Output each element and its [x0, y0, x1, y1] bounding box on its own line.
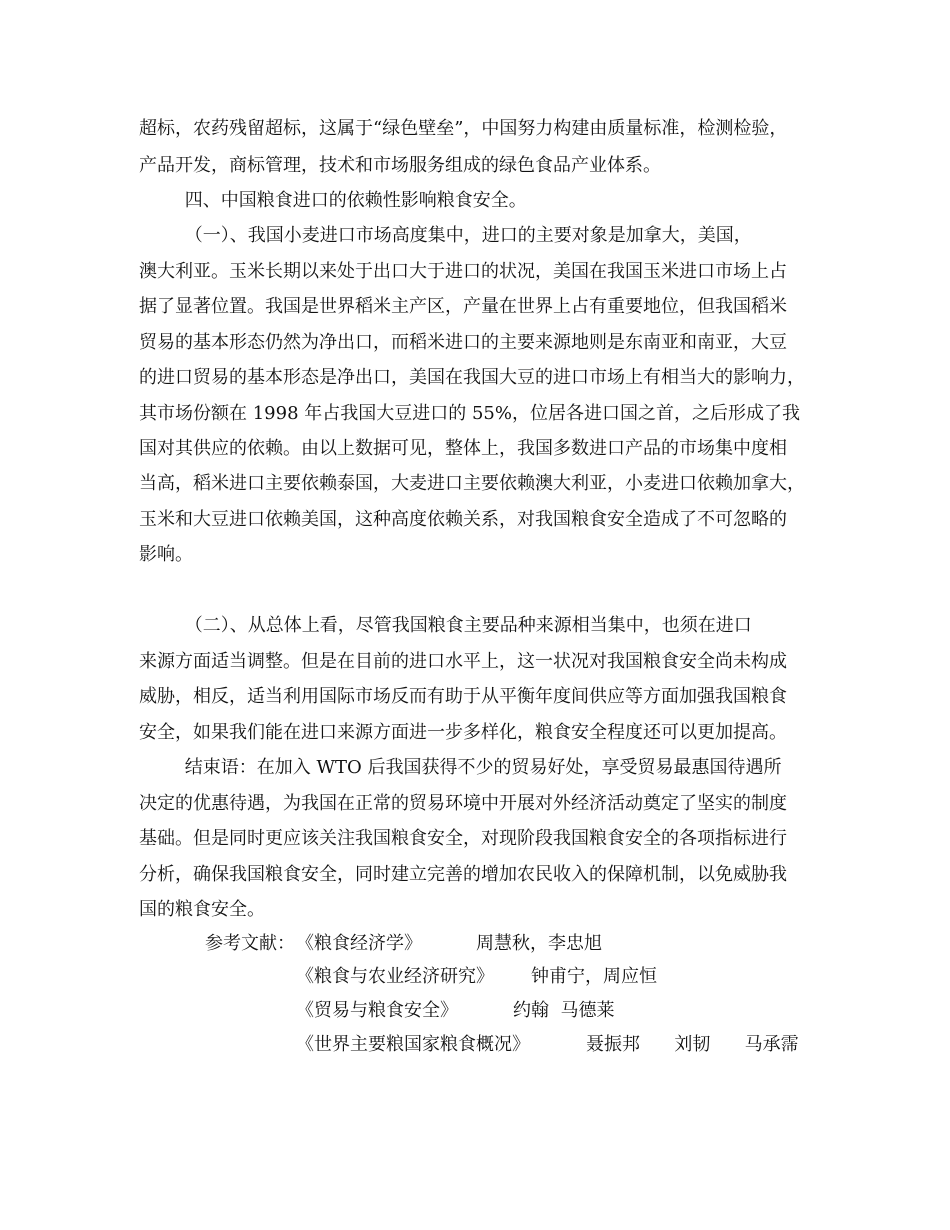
paragraph-line: 澳大利亚。玉米长期以来处于出口大于进口的状况，美国在我国玉米进口市场上占 — [139, 261, 787, 282]
paragraph-line: 国的粮食安全。 — [139, 899, 265, 920]
paragraph-line: 国对其供应的依赖。由以上数据可见，整体上，我国多数进口产品的市场集中度相 — [139, 438, 787, 459]
paragraph-line: 其市场份额在 1998 年占我国大豆进口的 55%，位居各进口国之首，之后形成了我 — [139, 403, 800, 424]
references-label: 参考文献： — [205, 933, 295, 954]
paragraph-line: 基础。但是同时更应该关注我国粮食安全，对现阶段我国粮食安全的各项指标进行 — [139, 828, 787, 849]
paragraph-line: 玉米和大豆进口依赖美国，这种高度依赖关系，对我国粮食安全造成了不可忽略的 — [139, 509, 787, 530]
reference-title: 《粮食与农业经济研究》 — [296, 966, 494, 987]
reference-authors: 约翰 马德莱 — [513, 1000, 615, 1021]
paragraph-line: 贸易的基本形态仍然为净出口，而稻米进口的主要来源地则是东南亚和南亚，大豆 — [139, 332, 787, 353]
paragraph-line: 决定的优惠待遇，为我国在正常的贸易环境中开展对外经济活动奠定了坚实的制度 — [139, 793, 787, 814]
paragraph-line: （一）、我国小麦进口市场高度集中，进口的主要对象是加拿大，美国， — [139, 225, 752, 246]
paragraph-line: 当高，稻米进口主要依赖泰国，大麦进口主要依赖澳大利亚，小麦进口依赖加拿大， — [139, 473, 805, 494]
paragraph-line: 超标，农药残留超标，这属于“绿色壁垒”，中国努力构建由质量标准，检测检验， — [139, 118, 788, 139]
reference-authors: 聂振邦 刘韧 马承霈 — [586, 1034, 799, 1055]
reference-title: 《世界主要粮国家粮食概况》 — [296, 1034, 530, 1055]
reference-authors: 钟甫宁，周应恒 — [531, 966, 657, 987]
reference-authors: 周慧秋，李忠旭 — [476, 933, 602, 954]
reference-title: 《贸易与粮食安全》 — [296, 1000, 458, 1021]
paragraph-line: 产品开发，商标管理，技术和市场服务组成的绿色食品产业体系。 — [139, 155, 661, 176]
paragraph-line: 来源方面适当调整。但是在目前的进口水平上，这一状况对我国粮食安全尚未构成 — [139, 651, 787, 672]
paragraph-line: 影响。 — [139, 544, 193, 565]
paragraph-line: 结束语：在加入 WTO 后我国获得不少的贸易好处，享受贸易最惠国待遇所 — [139, 757, 782, 778]
section-heading: 四、中国粮食进口的依赖性影响粮食安全。 — [139, 190, 527, 211]
paragraph-line: 的进口贸易的基本形态是净出口，美国在我国大豆的进口市场上有相当大的影响力， — [139, 367, 805, 388]
paragraph-line: 安全，如果我们能在进口来源方面进一步多样化，粮食安全程度还可以更加提高。 — [139, 722, 787, 743]
paragraph-line: 威胁，相反，适当利用国际市场反而有助于从平衡年度间供应等方面加强我国粮食 — [139, 686, 787, 707]
reference-title: 《粮食经济学》 — [296, 933, 422, 954]
paragraph-line: （二）、从总体上看，尽管我国粮食主要品种来源相当集中，也须在进口 — [139, 615, 752, 636]
paragraph-line: 分析，确保我国粮食安全，同时建立完善的增加农民收入的保障机制，以免威胁我 — [139, 864, 787, 885]
paragraph-line: 据了显著位置。我国是世界稻米主产区，产量在世界上占有重要地位，但我国稻米 — [139, 296, 787, 317]
